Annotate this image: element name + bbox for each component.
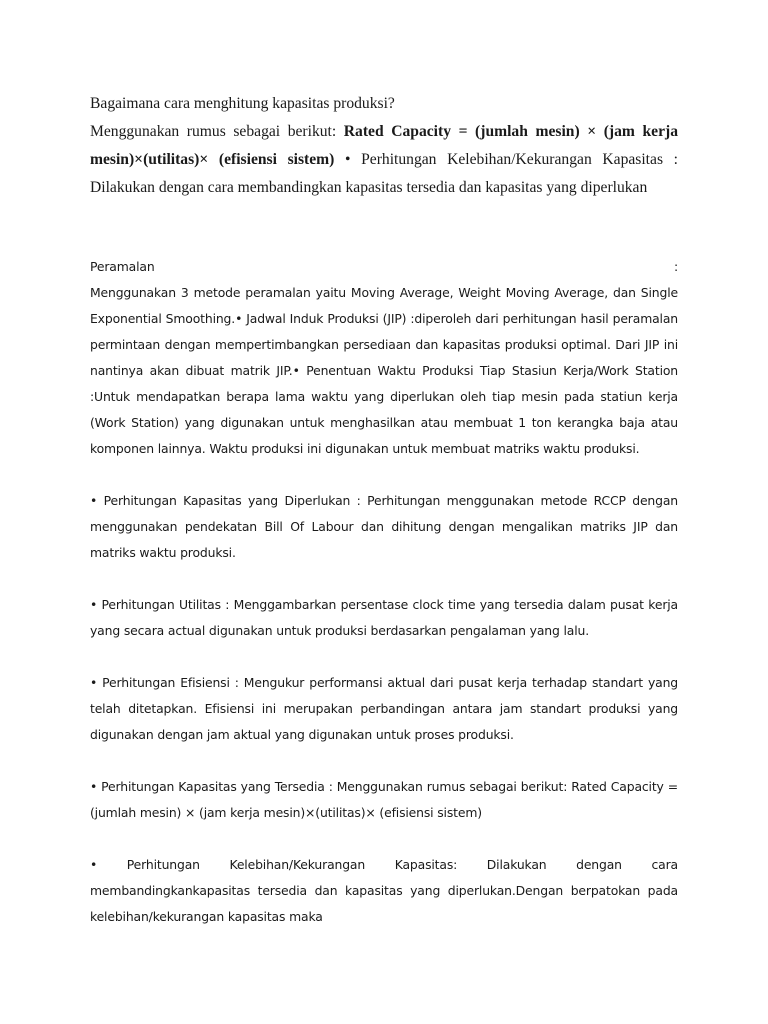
- peramalan-colon: :: [673, 259, 678, 274]
- intro-formula-paragraph: [90, 118, 678, 202]
- formula-tail: • Perhitungan Kelebihan/Kekurangan Kapasitas : Dilakukan dengan cara membandingkan kapasitas tersedia dan kapasitas yang diperlukan: [90, 151, 678, 196]
- formula-lead: Menggunakan rumus sebagai berikut:: [90, 123, 344, 140]
- intro-section: [90, 90, 678, 202]
- paragraph-utilitas: • Perhitungan Utilitas : Menggambarkan persentase clock time yang tersedia dalam pusat kerja yang secara actual digunakan untuk produksi berdasarkan pengalaman yang lalu.: [90, 597, 678, 638]
- paragraph-kelebihan-kekurangan: • Perhitungan Kelebihan/Kekurangan Kapasitas: Dilakukan dengan cara membandingkankapasitas tersedia dan kapasitas yang diperlukan.Dengan berpatokan pada kelebihan/kekurangan kapasitas maka: [90, 857, 678, 924]
- paragraph-efisiensi: • Perhitungan Efisiensi : Mengukur performansi aktual dari pusat kerja terhadap standart yang telah ditetapkan. Efisiensi ini merupakan perbandingan antara jam standart produksi yang digunakan dengan jam aktual yang digunakan untuk proses produksi.: [90, 675, 678, 742]
- peramalan-heading: [90, 254, 678, 280]
- peramalan-label: Peramalan: [90, 259, 155, 274]
- document-page: [90, 90, 678, 930]
- paragraph-kapasitas-tersedia: • Perhitungan Kapasitas yang Tersedia : Menggunakan rumus sebagai berikut: Rated Capacity = (jumlah mesin) × (jam kerja mesin)×(utilitas)× (efisiensi sistem): [90, 779, 678, 820]
- peramalan-paragraph: Menggunakan 3 metode peramalan yaitu Moving Average, Weight Moving Average, dan Single Exponential Smoothing.• Jadwal Induk Produksi (JIP) :diperoleh dari perhitungan hasil peramalan permintaan dengan mempertimbangkan persediaan dan kapasitas produksi optimal. Dari JIP ini nantinya akan dibuat matrik JIP.• Penentuan Waktu Produksi Tiap Stasiun Kerja/Work Station :Untuk mendapatkan berapa lama waktu yang diperlukan oleh tiap mesin pada statiun kerja (Work Station) yang digunakan untuk menghasilkan atau membuat 1 ton kerangka baja atau komponen lainnya. Waktu produksi ini digunakan untuk membuat matriks waktu produksi.: [90, 285, 678, 456]
- intro-question: Bagaimana cara menghitung kapasitas produksi?: [90, 95, 395, 112]
- formula-bold: Rated Capacity = (jumlah mesin) × (jam kerja mesin)×(utilitas)× (efisiensi sistem): [90, 123, 678, 168]
- paragraph-kapasitas-diperlukan: • Perhitungan Kapasitas yang Diperlukan : Perhitungan menggunakan metode RCCP dengan menggunakan pendekatan Bill Of Labour dan dihitung dengan mengalikan matriks JIP dan matriks waktu produksi.: [90, 493, 678, 560]
- body-section: [90, 254, 678, 930]
